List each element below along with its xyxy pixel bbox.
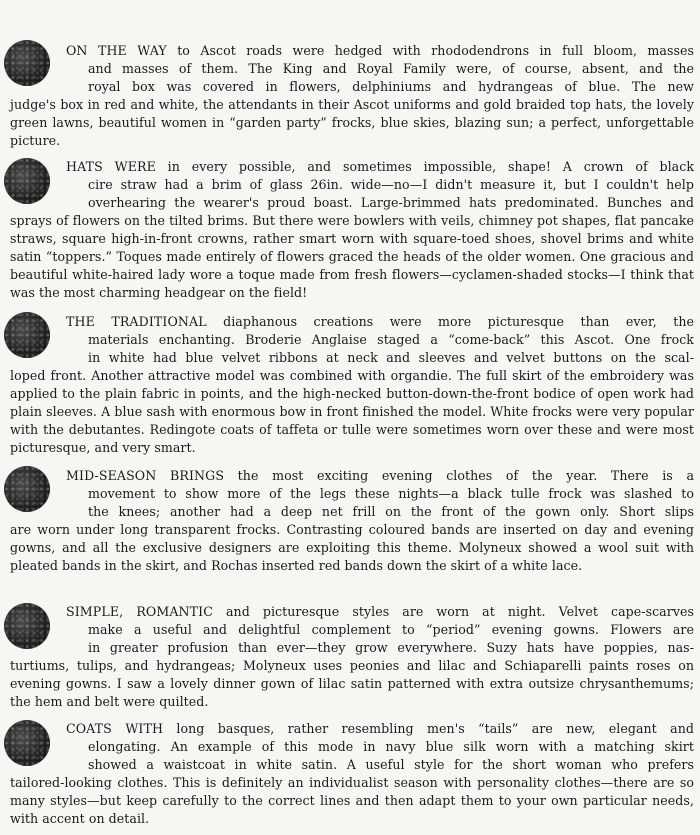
paragraph-lead: SIMPLE, ROMANTIC [66,604,213,619]
paragraph-mid-season [10,467,694,575]
paragraph-hats-were [10,158,694,302]
paragraph-body: tailored-looking clothes. This is definitely an individualist season with personality clothes—there are so many styles—but keep carefully to the correct lines and then adapt them to your own particular needs, with accent on detail. [10,775,694,826]
paragraph-line: the most exciting evening clothes of the year. There is a [224,468,694,483]
paragraph-the-traditional [10,313,694,457]
paragraph-coats-with [10,720,694,828]
paragraph-line: and picturesque styles are worn at night. Velvet cape-scarves [212,604,694,619]
paragraph-line: in greater profusion than ever—they grow everywhere. Suzy hats have poppies, nas- [88,640,694,655]
paragraph-body: sprays of flowers on the tilted brims. But there were bowlers with veils, chimney pot shapes, flat pancake straws, square high-in-front crowns, rather smart worn with square-toed shoes, shovel brims and white satin “toppers.” Toques made entirely of flowers graced the heads of the older women. One gracious and beautiful white-haired lady wore a toque made from fresh flowers—cyclamen-shaded stocks—I think that was the most charming headgear on the field! [10,213,694,300]
paragraph-lead: MID-SEASON BRINGS [66,468,225,483]
paragraph-line: in every possible, and sometimes impossible, shape! A crown of black [155,159,694,174]
paragraph-lead: ON THE WAY [66,43,167,58]
paragraph-line: movement to show more of the legs these nights—a black tulle frock was slashed to [88,486,694,501]
paragraph-line: diaphanous creations were more picturesque than ever, the [206,314,694,329]
paragraph-line: make a useful and delightful complement to “period” evening gowns. Flowers are [88,622,694,637]
paragraph-line: to Ascot roads were hedged with rhododendrons in full bloom, masses [166,43,694,58]
paragraph-body: loped front. Another attractive model was combined with organdie. The full skirt of the embroidery was applied to the plain fabric in points, and the high-necked button-down-the-front bodice of open work had plain sleeves. A blue sash with enormous bow in front finished the model. White frocks were very popular with the debutantes. Redingote coats of taffeta or tulle were sometimes worn over these and were most picturesque, and very smart. [10,368,694,455]
paragraph-line: showed a waistcoat in white satin. A useful style for the short woman who prefers [88,757,694,772]
paragraph-line: elongating. An example of this mode in navy blue silk worn with a matching skirt [88,739,694,754]
paragraph-lead: HATS WERE [66,159,156,174]
paragraph-line: and masses of them. The King and Royal Family were, of course, absent, and the [88,61,694,76]
paragraph-line: royal box was covered in flowers, delphiniums and hydrangeas of blue. The new [88,79,694,94]
paragraph-line: overhearing the wearer's proud boast. Large-brimmed hats predominated. Bunches and [88,195,694,210]
paragraph-body: judge's box in red and white, the attendants in their Ascot uniforms and gold braided top hats, the lovely green lawns, beautiful women in “garden party” frocks, blue skies, blazing sun; a perfect, unforgettable picture. [10,97,694,148]
paragraph-body: are worn under long transparent frocks. Contrasting coloured bands are inserted on day and evening gowns, and all the exclusive designers are exploiting this theme. Molyneux showed a wool suit with pleated bands in the skirt, and Rochas inserted red bands down the skirt of a white lace. [10,522,694,573]
paragraph-on-the-way [10,42,694,150]
paragraph-line: long basques, rather resembling men's “tails” are new, elegant and [163,721,694,736]
paragraph-body: turtiums, tulips, and hydrangeas; Molyneux uses peonies and lilac and Schiaparelli paints roses on evening gowns. I saw a lovely dinner gown of lilac satin patterned with extra outsize chrysanthemums; the hem and belt were quilted. [10,658,694,709]
paragraph-lead: THE TRADITIONAL [66,314,207,329]
paragraph-simple-romantic [10,603,694,711]
paragraph-line: cire straw had a brim of glass 26in. wide—no—I didn't measure it, but I couldn't help [88,177,694,192]
paragraph-line: materials enchanting. Broderie Anglaise staged a “come-back” this Ascot. One frock [88,332,694,347]
paragraph-line: in white had blue velvet ribbons at neck and sleeves and velvet buttons on the scal- [88,350,694,365]
paragraph-lead: COATS WITH [66,721,164,736]
paragraph-line: the knees; another had a deep net frill on the front of the gown only. Short slips [88,504,694,519]
